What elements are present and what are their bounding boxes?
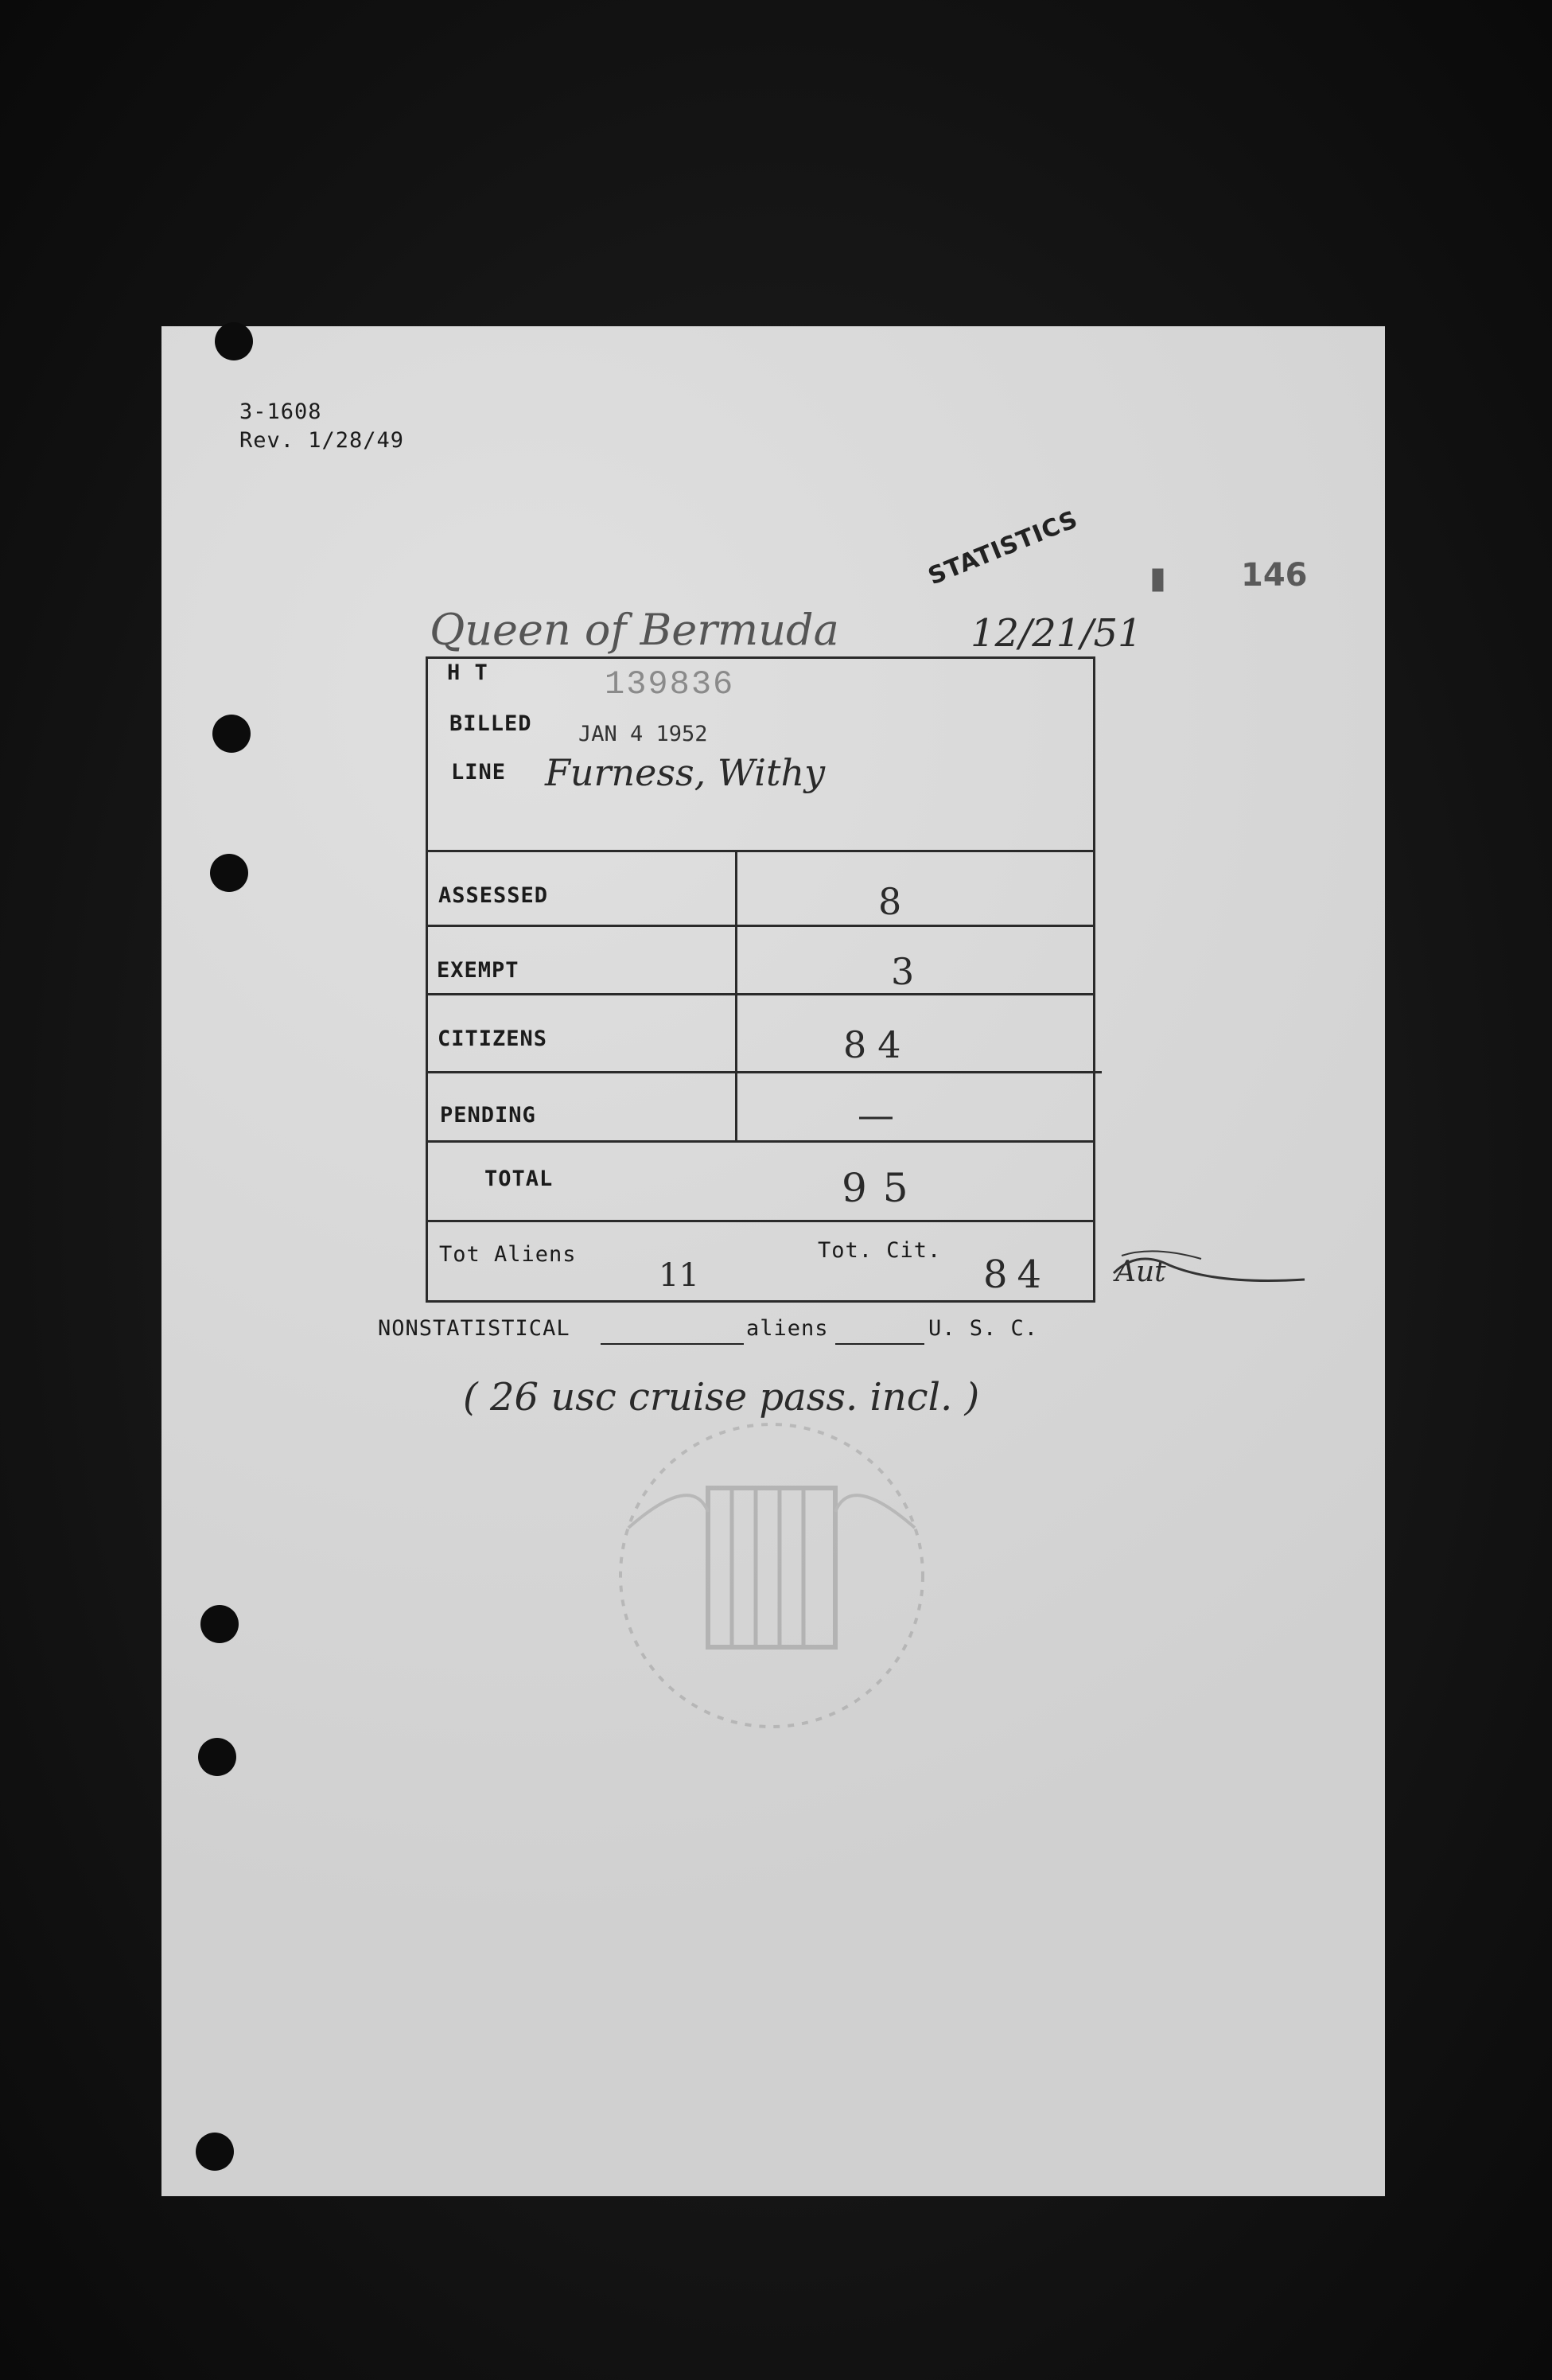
form-divider xyxy=(426,1220,1095,1222)
form-divider xyxy=(426,925,1095,927)
total-aliens-label: Tot Aliens xyxy=(439,1242,577,1267)
row-value-citizens: 84 xyxy=(843,1023,912,1066)
line-value: Furness, Withy xyxy=(545,751,826,794)
ht-number-stamp: 139836 xyxy=(605,665,735,703)
form-divider xyxy=(426,993,1095,995)
nonstatistical-aliens-label: aliens xyxy=(746,1316,829,1341)
form-column-divider xyxy=(735,851,737,1140)
form-revision: Rev. 1/28/49 xyxy=(239,428,405,453)
row-label-exempt: EXEMPT xyxy=(437,958,519,983)
total-aliens-value: 11 xyxy=(659,1257,699,1294)
billed-date-stamp: JAN 4 1952 xyxy=(578,722,708,746)
form-divider xyxy=(426,1140,1095,1143)
form-number: 3-1608 xyxy=(239,399,322,424)
ship-name: Queen of Bermuda xyxy=(430,605,839,655)
nonstatistical-label: NONSTATISTICAL xyxy=(378,1316,570,1341)
nonstatistical-blank xyxy=(601,1343,744,1345)
reviewer-initials: Aut xyxy=(1115,1256,1166,1288)
punch-hole xyxy=(196,2133,234,2171)
total-citizens-label: Tot. Cit. xyxy=(818,1238,942,1263)
page-stamp-mark: ▮ xyxy=(1149,560,1166,595)
row-value-assessed: 8 xyxy=(878,880,902,923)
total-citizens-value: 84 xyxy=(983,1252,1052,1297)
billed-label: BILLED xyxy=(449,711,532,736)
form-divider xyxy=(426,1071,1102,1073)
punch-hole xyxy=(212,715,251,753)
nonstatistical-usc-label: U. S. C. xyxy=(928,1316,1039,1341)
punch-hole xyxy=(210,854,248,892)
ht-label: H T xyxy=(447,660,488,685)
punch-hole xyxy=(215,322,253,360)
punch-hole xyxy=(200,1605,239,1643)
page-number-stamp: 146 xyxy=(1241,557,1308,594)
voyage-date: 12/21/51 xyxy=(970,611,1142,656)
row-value-pending: — xyxy=(858,1093,894,1136)
bleed-through-seal xyxy=(549,1400,994,1751)
cruise-passenger-note: ( 26 usc cruise pass. incl. ) xyxy=(463,1375,980,1420)
total-label: TOTAL xyxy=(484,1167,554,1191)
nonstatistical-aliens-blank xyxy=(835,1343,924,1345)
punch-hole xyxy=(198,1738,236,1776)
form-divider xyxy=(426,850,1095,852)
row-label-assessed: ASSESSED xyxy=(438,883,549,908)
row-label-pending: PENDING xyxy=(440,1103,536,1128)
row-label-citizens: CITIZENS xyxy=(438,1026,548,1051)
line-label: LINE xyxy=(451,760,507,785)
row-value-exempt: 3 xyxy=(891,950,915,993)
total-value: 95 xyxy=(842,1165,924,1211)
statistics-stamp: STATISTICS xyxy=(924,505,1083,591)
initials-flourish xyxy=(1106,1241,1313,1297)
